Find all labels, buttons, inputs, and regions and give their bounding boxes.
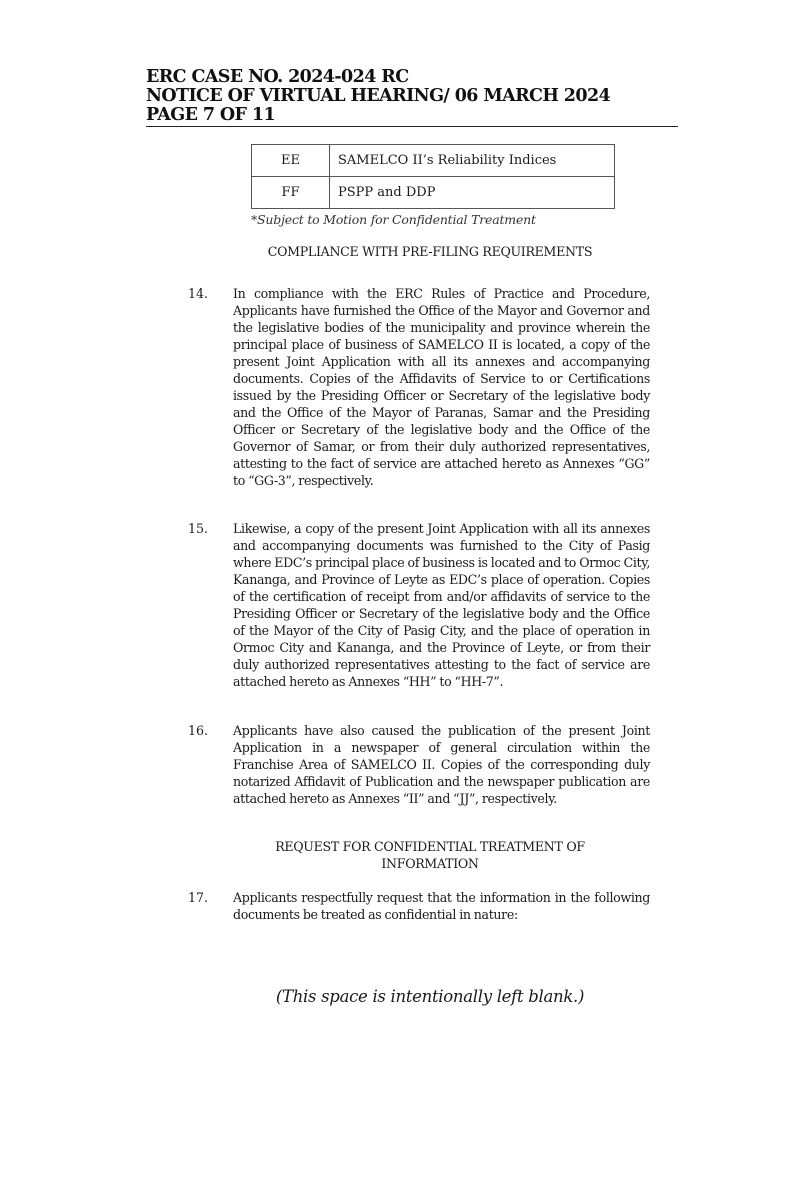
table-row: [252, 177, 615, 209]
paragraph-text: Applicants respectfully request that the information in the following documents be treated as confidential in nature:: [233, 890, 650, 922]
paragraph-number: 16.: [188, 723, 209, 738]
annex-description: PSPP and DDP: [330, 177, 615, 209]
page-number: PAGE 7 OF 11: [146, 105, 276, 125]
section-heading-compliance: COMPLIANCE WITH PRE-FILING REQUIREMENTS: [267, 244, 593, 259]
paragraph-number: 15.: [188, 521, 209, 536]
paragraph-text: In compliance with the ERC Rules of Practice and Procedure, Applicants have furnished the Office of the Mayor and Governor and the legislative bodies of the municipality and province wherein the principal place of business of SAMELCO II is located, a copy of the present Joint Application with all its annexes and accompanying documents. Copies of the Affidavits of Service to or Certifications issued by the Presiding Officer or Secretary of the legislative body and the Office of the Mayor of Paranas, Samar and the Presiding Officer or Secretary of the legislative body and the Office of the Governor of Samar, or from their duly authorized representatives, attesting to the fact of service are attached hereto as Annexes “GG” to “GG-3”, respectively.: [233, 286, 650, 488]
annex-table: [251, 144, 615, 209]
paragraph-number: 17.: [188, 890, 209, 905]
section-heading-confidential: REQUEST FOR CONFIDENTIAL TREATMENT OF INFORMATION: [275, 839, 585, 871]
notice-title: NOTICE OF VIRTUAL HEARING/ 06 MARCH 2024: [146, 86, 611, 106]
paragraph-number: 14.: [188, 286, 209, 301]
paragraph-text: Applicants have also caused the publication of the present Joint Application in a newspaper of general circulation within the Franchise Area of SAMELCO II. Copies of the corresponding duly notarized Affidavit of Publication and the newspaper publication are attached hereto as Annexes “II” and “JJ”, respectively.: [233, 723, 650, 806]
blank-space-note: (This space is intentionally left blank.): [275, 987, 585, 1006]
case-number: ERC CASE NO. 2024-024 RC: [146, 67, 409, 87]
document-header: [146, 68, 678, 127]
table-footnote: *Subject to Motion for Confidential Treatment: [251, 212, 536, 227]
annex-code: FF: [252, 177, 330, 209]
annex-code: EE: [252, 145, 330, 177]
paragraph-text: Likewise, a copy of the present Joint Application with all its annexes and accompanying documents was furnished to the City of Pasig where EDC’s principal place of business is located and to Ormoc City, Kananga, and Province of Leyte as EDC’s place of operation. Copies of the certification of receipt from and/or affidavits of service to the Presiding Officer or Secretary of the legislative body and the Office of the Mayor of the City of Pasig City, and the place of operation in Ormoc City and Kananga, and the Province of Leyte, or from their duly authorized representatives attesting to the fact of service are attached hereto as Annexes “HH” to “HH-7”.: [233, 521, 650, 689]
annex-description: SAMELCO II’s Reliability Indices: [330, 145, 615, 177]
table-row: [252, 145, 615, 177]
